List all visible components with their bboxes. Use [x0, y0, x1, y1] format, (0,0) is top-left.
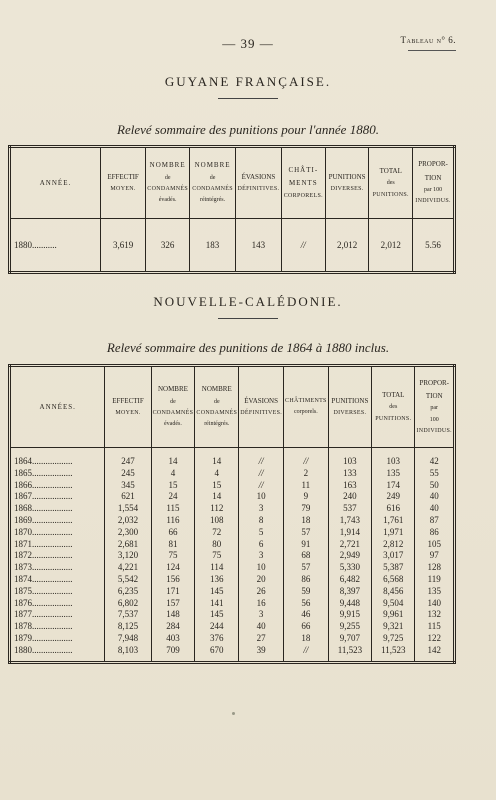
cell-evasions: 5	[239, 527, 284, 539]
col-evades: NOMBRE de CONDAMNÉS évadés.	[146, 147, 190, 219]
cell-evasions: 143	[235, 219, 281, 273]
cell-total: 5,387	[372, 562, 415, 574]
caledonie-table-body	[10, 448, 455, 663]
cell-punitions: 2,949	[328, 550, 371, 562]
cell-total: 2,012	[369, 219, 413, 273]
cell-annee: 1879..................	[14, 632, 73, 643]
cell-annee: 1871..................	[14, 538, 73, 549]
table-header-row	[10, 147, 455, 219]
cell-evades: 709	[151, 645, 195, 662]
cell-effectif: 245	[105, 468, 151, 480]
cell-evasions: 39	[239, 645, 284, 662]
cell-punitions: 1,743	[328, 515, 371, 527]
cell-evasions: 3	[239, 609, 284, 621]
cell-total: 616	[372, 503, 415, 515]
cell-evades: 24	[151, 491, 195, 503]
cell-chatiments: //	[284, 448, 329, 468]
cell-evades: 75	[151, 550, 195, 562]
cell-evasions: //	[239, 468, 284, 480]
col-annee: ANNÉE.	[10, 147, 101, 219]
cell-total: 8,456	[372, 586, 415, 598]
cell-total: 6,568	[372, 574, 415, 586]
cell-effectif: 7,537	[105, 609, 151, 621]
cell-punitions: 2,721	[328, 539, 371, 551]
col-punitions: PUNITIONS DIVERSES.	[328, 366, 371, 448]
cell-punitions: 537	[328, 503, 371, 515]
cell-evasions: //	[239, 448, 284, 468]
cell-evades: 326	[146, 219, 190, 273]
cell-proportion: 132	[415, 609, 455, 621]
cell-reintegres: 376	[195, 633, 239, 645]
table-header-row	[10, 366, 455, 448]
cell-punitions: 9,915	[328, 609, 371, 621]
cell-reintegres: 114	[195, 562, 239, 574]
cell-proportion: 50	[415, 480, 455, 492]
cell-effectif: 345	[105, 480, 151, 492]
cell-reintegres: 141	[195, 598, 239, 610]
cell-evades: 403	[151, 633, 195, 645]
cell-total: 3,017	[372, 550, 415, 562]
cell-chatiments: 59	[284, 586, 329, 598]
cell-effectif: 3,619	[100, 219, 145, 273]
cell-chatiments: 79	[284, 503, 329, 515]
table-row	[10, 468, 455, 480]
cell-chatiments: 86	[284, 574, 329, 586]
cell-evades: 171	[151, 586, 195, 598]
cell-annee: 1880...........	[14, 240, 57, 250]
col-evasions: ÉVASIONS DÉFINITIVES.	[239, 366, 284, 448]
cell-evades: 156	[151, 574, 195, 586]
cell-annee: 1865..................	[14, 467, 73, 478]
cell-chatiments: 56	[284, 598, 329, 610]
cell-reintegres: 80	[195, 539, 239, 551]
cell-total: 9,725	[372, 633, 415, 645]
cell-reintegres: 4	[195, 468, 239, 480]
cell-reintegres: 145	[195, 586, 239, 598]
caledonie-table	[8, 364, 456, 664]
table-row	[10, 633, 455, 645]
col-evades: NOMBRE de CONDAMNÉS évadés.	[151, 366, 195, 448]
col-reintegres: NOMBRE de CONDAMNÉS réintégrés.	[190, 147, 236, 219]
cell-evasions: 6	[239, 539, 284, 551]
cell-annee: 1867..................	[14, 491, 73, 502]
col-total: TOTAL des PUNITIONS.	[372, 366, 415, 448]
cell-evades: 116	[151, 515, 195, 527]
cell-reintegres: 14	[195, 448, 239, 468]
cell-chatiments: 91	[284, 539, 329, 551]
cell-effectif: 2,300	[105, 527, 151, 539]
cell-effectif: 4,221	[105, 562, 151, 574]
cell-reintegres: 136	[195, 574, 239, 586]
cell-reintegres: 72	[195, 527, 239, 539]
cell-punitions: 9,707	[328, 633, 371, 645]
cell-effectif: 2,032	[105, 515, 151, 527]
cell-total: 103	[372, 448, 415, 468]
cell-annee: 1869..................	[14, 514, 73, 525]
cell-chatiments: 9	[284, 491, 329, 503]
table-row	[10, 621, 455, 633]
cell-punitions: 5,330	[328, 562, 371, 574]
cell-proportion: 97	[415, 550, 455, 562]
cell-annee: 1873..................	[14, 562, 73, 573]
cell-effectif: 8,103	[105, 645, 151, 662]
table-row	[10, 448, 455, 468]
title-rule	[218, 318, 278, 319]
cell-proportion: 86	[415, 527, 455, 539]
cell-total: 1,971	[372, 527, 415, 539]
paper-speck	[232, 712, 235, 715]
cell-annee: 1877..................	[14, 609, 73, 620]
table-row	[10, 550, 455, 562]
cell-evasions: 40	[239, 621, 284, 633]
cell-evades: 4	[151, 468, 195, 480]
cell-annee: 1875..................	[14, 585, 73, 596]
cell-proportion: 140	[415, 598, 455, 610]
cell-effectif: 6,802	[105, 598, 151, 610]
cell-proportion: 40	[415, 491, 455, 503]
cell-evasions: 20	[239, 574, 284, 586]
cell-evades: 284	[151, 621, 195, 633]
cell-proportion: 40	[415, 503, 455, 515]
cell-reintegres: 15	[195, 480, 239, 492]
cell-chatiments: 18	[284, 515, 329, 527]
cell-total: 135	[372, 468, 415, 480]
cell-reintegres: 145	[195, 609, 239, 621]
cell-proportion: 55	[415, 468, 455, 480]
cell-proportion: 115	[415, 621, 455, 633]
cell-punitions: 163	[328, 480, 371, 492]
col-proportion: PROPOR- TION par 100 INDIVIDUS.	[415, 366, 455, 448]
cell-effectif: 7,948	[105, 633, 151, 645]
table-row	[10, 574, 455, 586]
cell-chatiments: 57	[284, 527, 329, 539]
cell-annee: 1878..................	[14, 621, 73, 632]
table-row	[10, 562, 455, 574]
cell-punitions: 9,448	[328, 598, 371, 610]
cell-evasions: 3	[239, 503, 284, 515]
col-total: TOTAL des PUNITIONS.	[369, 147, 413, 219]
cell-evades: 15	[151, 480, 195, 492]
cell-reintegres: 244	[195, 621, 239, 633]
cell-chatiments: 66	[284, 621, 329, 633]
cell-evades: 157	[151, 598, 195, 610]
tableau-label: Tableau n° 6.	[400, 35, 456, 45]
cell-annee: 1880..................	[14, 644, 73, 655]
cell-proportion: 119	[415, 574, 455, 586]
cell-evasions: 3	[239, 550, 284, 562]
cell-total: 1,761	[372, 515, 415, 527]
cell-proportion: 87	[415, 515, 455, 527]
cell-annee: 1868..................	[14, 503, 73, 514]
cell-reintegres: 112	[195, 503, 239, 515]
cell-total: 249	[372, 491, 415, 503]
cell-evasions: 16	[239, 598, 284, 610]
table-row	[10, 609, 455, 621]
cell-proportion: 5.56	[413, 219, 455, 273]
cell-proportion: 135	[415, 586, 455, 598]
cell-punitions: 240	[328, 491, 371, 503]
cell-chatiments: //	[284, 645, 329, 662]
cell-punitions: 9,255	[328, 621, 371, 633]
table-row	[10, 527, 455, 539]
col-chatiments: CHÂTIMENTS corporels.	[284, 366, 329, 448]
col-evasions: ÉVASIONS DÉFINITIVES.	[235, 147, 281, 219]
cell-proportion: 142	[415, 645, 455, 662]
cell-total: 9,504	[372, 598, 415, 610]
cell-reintegres: 14	[195, 491, 239, 503]
table-row	[10, 539, 455, 551]
cell-evasions: 8	[239, 515, 284, 527]
guyane-table	[8, 145, 456, 274]
cell-chatiments: 11	[284, 480, 329, 492]
cell-annee: 1874..................	[14, 573, 73, 584]
table-row	[10, 586, 455, 598]
cell-evasions: //	[239, 480, 284, 492]
cell-punitions: 6,482	[328, 574, 371, 586]
table-row	[10, 645, 455, 662]
cell-annee: 1864..................	[14, 456, 73, 466]
title-rule	[218, 98, 278, 99]
cell-effectif: 8,125	[105, 621, 151, 633]
cell-annee: 1870..................	[14, 526, 73, 537]
cell-effectif: 6,235	[105, 586, 151, 598]
section-subtitle-guyane: Relevé sommaire des punitions pour l'année 1880.	[117, 122, 379, 137]
cell-reintegres: 108	[195, 515, 239, 527]
cell-chatiments: 57	[284, 562, 329, 574]
cell-effectif: 621	[105, 491, 151, 503]
cell-evasions: 26	[239, 586, 284, 598]
col-effectif: EFFECTIF MOYEN.	[100, 147, 145, 219]
cell-effectif: 2,681	[105, 539, 151, 551]
cell-evasions: 10	[239, 491, 284, 503]
cell-evasions: 10	[239, 562, 284, 574]
cell-evades: 148	[151, 609, 195, 621]
cell-chatiments: //	[281, 219, 325, 273]
cell-effectif: 1,554	[105, 503, 151, 515]
cell-chatiments: 18	[284, 633, 329, 645]
cell-proportion: 128	[415, 562, 455, 574]
cell-annee: 1876..................	[14, 597, 73, 608]
table-row	[10, 480, 455, 492]
cell-punitions: 8,397	[328, 586, 371, 598]
col-chatiments: CHÂTI- MENTS CORPORELS.	[281, 147, 325, 219]
cell-effectif: 3,120	[105, 550, 151, 562]
col-punitions: PUNITIONS DIVERSES.	[325, 147, 369, 219]
cell-reintegres: 670	[195, 645, 239, 662]
col-proportion: PROPOR- TION par 100 INDIVIDUS.	[413, 147, 455, 219]
cell-evades: 14	[151, 448, 195, 468]
cell-total: 2,812	[372, 539, 415, 551]
cell-evades: 66	[151, 527, 195, 539]
cell-effectif: 5,542	[105, 574, 151, 586]
cell-chatiments: 46	[284, 609, 329, 621]
cell-punitions: 11,523	[328, 645, 371, 662]
cell-evades: 115	[151, 503, 195, 515]
cell-punitions: 1,914	[328, 527, 371, 539]
page-number: — 39 —	[222, 36, 274, 51]
tableau-underline	[408, 50, 456, 51]
cell-total: 9,961	[372, 609, 415, 621]
col-reintegres: NOMBRE de CONDAMNÉS réintégrés.	[195, 366, 239, 448]
table-row	[10, 219, 455, 273]
section-title-caledonie: NOUVELLE-CALÉDONIE.	[153, 294, 343, 309]
cell-punitions: 2,012	[325, 219, 369, 273]
cell-annee: 1866..................	[14, 479, 73, 490]
cell-evades: 81	[151, 539, 195, 551]
cell-total: 11,523	[372, 645, 415, 662]
cell-proportion: 122	[415, 633, 455, 645]
cell-evasions: 27	[239, 633, 284, 645]
cell-total: 9,321	[372, 621, 415, 633]
cell-punitions: 103	[328, 448, 371, 468]
cell-effectif: 247	[105, 448, 151, 468]
cell-proportion: 42	[415, 448, 455, 468]
section-subtitle-caledonie: Relevé sommaire des punitions de 1864 à 1880 inclus.	[106, 340, 390, 355]
section-title-guyane: GUYANE FRANÇAISE.	[164, 74, 332, 89]
cell-evades: 124	[151, 562, 195, 574]
cell-chatiments: 68	[284, 550, 329, 562]
table-row	[10, 491, 455, 503]
cell-punitions: 133	[328, 468, 371, 480]
table-row	[10, 503, 455, 515]
cell-proportion: 105	[415, 539, 455, 551]
cell-annee: 1872..................	[14, 550, 73, 561]
col-effectif: EFFECTIF MOYEN.	[105, 366, 151, 448]
table-row	[10, 515, 455, 527]
cell-reintegres: 75	[195, 550, 239, 562]
cell-total: 174	[372, 480, 415, 492]
table-row	[10, 598, 455, 610]
cell-reintegres: 183	[190, 219, 236, 273]
col-annees: ANNÉES.	[10, 366, 105, 448]
cell-chatiments: 2	[284, 468, 329, 480]
